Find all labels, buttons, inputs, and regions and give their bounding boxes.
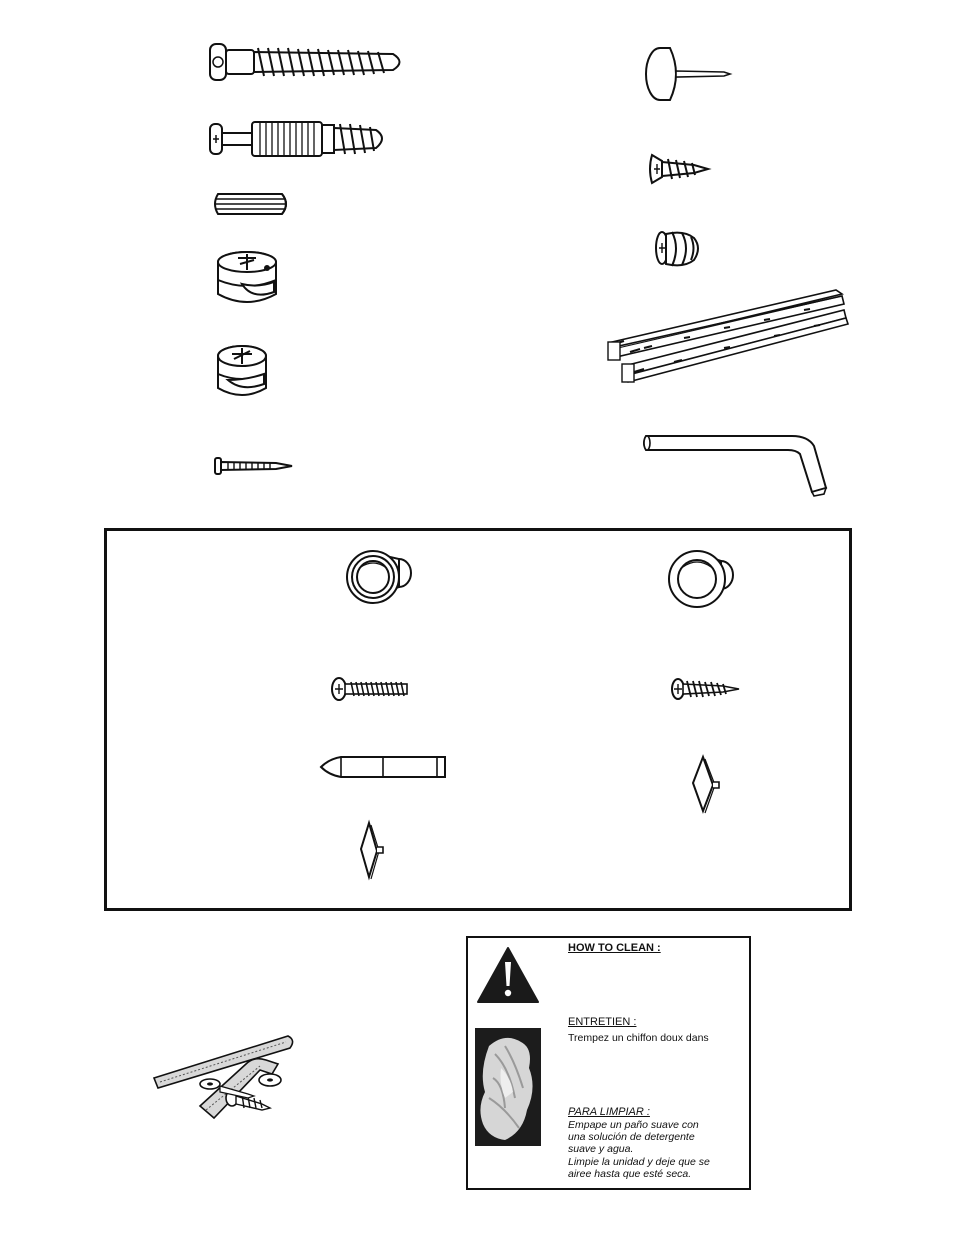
cam-lock-icon — [212, 250, 282, 308]
cleaning-instructions-box — [466, 936, 751, 1190]
para-limpiar-text-2: Limpie la unidad y deje que se airee hasta que esté seca. — [568, 1156, 710, 1180]
wood-screw-icon — [671, 677, 741, 701]
warning-triangle-icon — [476, 946, 540, 1004]
knob-icon — [345, 547, 417, 607]
drawer-slide-icon — [604, 282, 850, 388]
wood-dowel-icon — [212, 192, 292, 216]
wall-anchor-icon — [654, 228, 702, 270]
entretien-heading: ENTRETIEN : — [568, 1016, 637, 1028]
glide-icon — [359, 821, 389, 881]
connector-bolt-icon — [208, 118, 388, 160]
flat-head-screw-icon — [650, 153, 710, 185]
how-to-clean-heading: HOW TO CLEAN : — [568, 942, 661, 954]
allen-key-icon — [642, 432, 832, 498]
entretien-text: Trempez un chiffon doux dans — [568, 1032, 709, 1044]
nail-icon — [214, 456, 294, 476]
anti-tip-strap-kit-icon — [150, 1024, 300, 1124]
hardware-kit-box — [104, 528, 852, 911]
cam-bolt-icon — [208, 42, 408, 84]
cloth-photo-icon — [475, 1028, 541, 1146]
para-limpiar-heading: PARA LIMPIAR : — [568, 1106, 650, 1118]
machine-screw-icon — [331, 675, 411, 703]
felt-pad-nail-icon — [644, 44, 734, 104]
glide-icon — [691, 755, 721, 815]
para-limpiar-text-1: Empape un paño suave con una solución de detergente suave y agua. — [568, 1119, 699, 1155]
cam-lock-icon — [212, 344, 276, 400]
touch-up-marker-icon — [319, 753, 449, 781]
knob-icon — [667, 547, 739, 611]
